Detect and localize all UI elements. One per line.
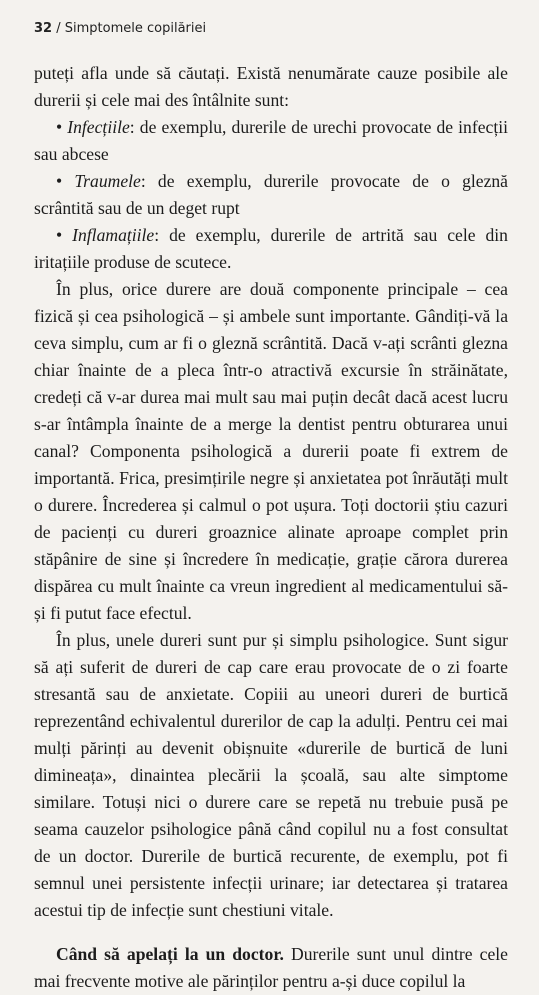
bullet-term: Infecțiile bbox=[67, 117, 130, 137]
header-separator: / bbox=[56, 21, 61, 36]
bullet-text: : de exemplu, durerile de urechi provocate de infecții sau abcese bbox=[34, 117, 508, 164]
bullet-item bbox=[34, 222, 508, 276]
bullet-item bbox=[34, 114, 508, 168]
bullet-item bbox=[34, 168, 508, 222]
bullet-mark: • bbox=[56, 117, 63, 137]
page-number: 32 bbox=[34, 21, 53, 36]
bullet-term: Traumele bbox=[74, 171, 141, 191]
paragraph: În plus, unele dureri sunt pur și simplu psihologice. Sunt sigur să ați suferit de dureri de cap care erau provocate de o zi foarte stresantă sau de anxietate. Copiii au uneori dureri de burtică reprezentând echivalentul durerilor de cap la adulți. Pentru cei mai mulți părinți au devenit obișnuite «durerile de burtică de luni dimineața», dinaintea plecării la școală, sau alte simptome similare. Totuși nici o durere care se repetă nu trebuie pusă pe seama cauzelor psihologice până când copilul nu a fost consultat de un doctor. Durerile de burtică recurente, de exemplu, pot fi semnul unei persistente infecții urinare; iar detectarea și tratarea acestui tip de infecție sunt chestiuni vitale. bbox=[34, 630, 508, 920]
chapter-title: Simptomele copilăriei bbox=[64, 21, 207, 36]
bullet-text: : de exemplu, durerile de artrită sau cele din iritațiile produse de scutece. bbox=[34, 225, 508, 272]
paragraph: puteți afla unde să căutați. Există nenumărate cauze posibile ale durerii și cele mai des întâlnite sunt: bbox=[34, 63, 508, 110]
section-text: Durerile sunt unul dintre cele mai frecvente motive ale părinților pentru a-și duce copilul la bbox=[34, 944, 508, 991]
body-text bbox=[34, 60, 508, 995]
running-header bbox=[34, 21, 206, 36]
bullet-mark: • bbox=[56, 225, 63, 245]
bullet-mark: • bbox=[56, 171, 63, 191]
section-paragraph bbox=[34, 941, 508, 995]
section-heading: Când să apelați la un doctor. bbox=[56, 944, 284, 964]
bullet-text: : de exemplu, durerile provocate de o gleznă scrântită sau de un deget rupt bbox=[34, 171, 508, 218]
bullet-term: Inflamațiile bbox=[72, 225, 155, 245]
paragraph: În plus, orice durere are două componente principale – cea fizică și cea psihologică – și ambele sunt importante. Gândiți-vă la ceva simplu, cum ar fi o gleznă scrântită. Dacă v-ați scrânti glezna chiar înainte de a pleca într-o atractivă excursie în străinătate, credeți că v-ar durea mai mult sau mai puțin decât dacă acest lucru s-ar întâmpla înainte de a merge la dentist pentru obturarea unui canal? Componenta psihologică a durerii poate fi extrem de importantă. Frica, presimțirile negre și anxietatea pot înrăutăți mult o durere. Încrederea și calmul o pot ușura. Toți doctorii știu cazuri de pacienți cu dureri groaznice alinate aproape complet prin stăpânire de sine și încredere în medicație, grație cărora durerea dispărea cu mult înainte ca vreun ingredient al medicamentului să-și fi putut face efectul. bbox=[34, 279, 508, 623]
